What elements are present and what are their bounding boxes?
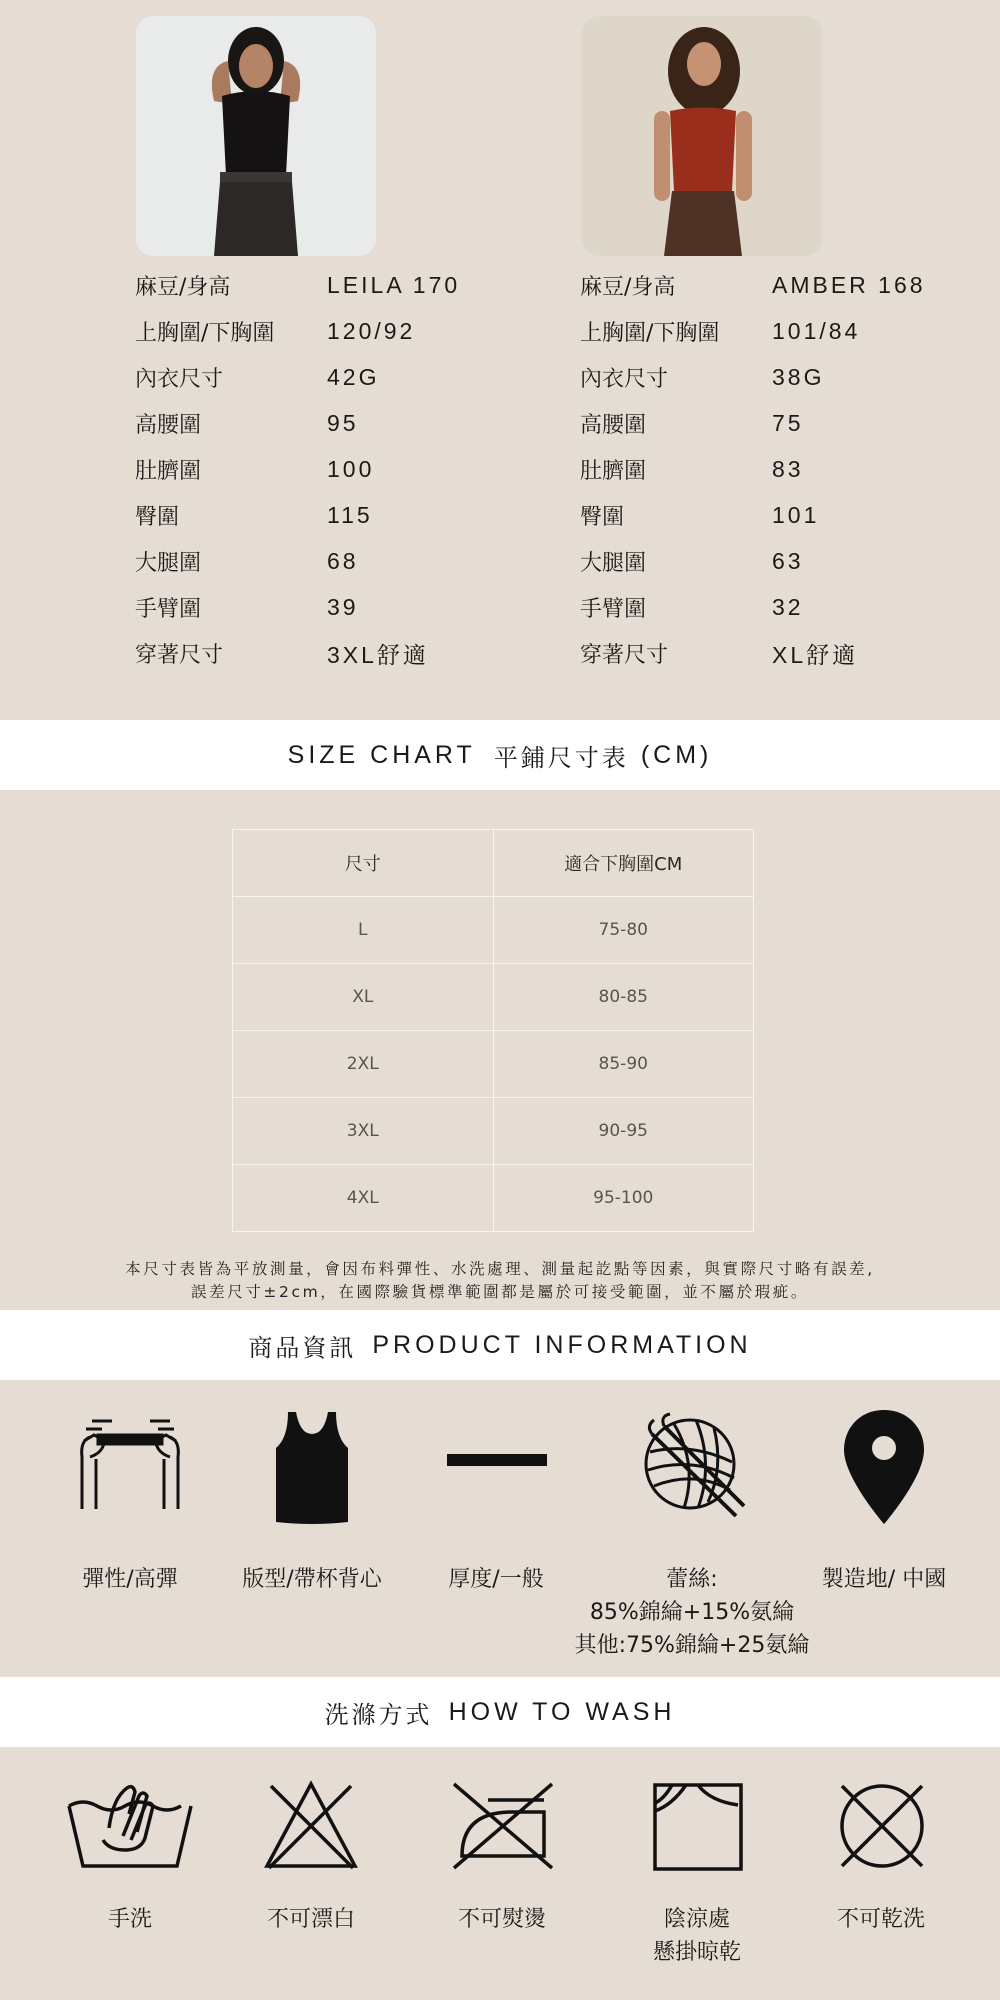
measure-label: 內衣尺寸 xyxy=(580,366,669,392)
table-row xyxy=(233,1165,754,1232)
measure-row xyxy=(135,538,555,584)
size-cell: 4XL xyxy=(233,1165,494,1232)
product-info-caption: 蕾絲: xyxy=(666,1567,718,1592)
product-info-caption: 彈性/高彈 xyxy=(82,1567,178,1592)
wash-title-zh: 洗滌方式 xyxy=(324,1700,433,1729)
measure-label: 上胸圍/下胸圍 xyxy=(580,320,720,346)
measure-label: 臀圍 xyxy=(135,504,180,530)
measure-row xyxy=(580,262,1000,308)
measure-row xyxy=(135,446,555,492)
measure-value: 83 xyxy=(772,455,804,482)
measure-value: LEILA 170 xyxy=(327,271,461,298)
location-pin-icon xyxy=(842,1408,926,1530)
bust-range-cell: 80-85 xyxy=(493,964,754,1031)
measure-label: 肚臍圍 xyxy=(580,458,647,484)
measure-value: 39 xyxy=(327,593,359,620)
measure-label: 大腿圍 xyxy=(135,550,202,576)
product-info-title-zh: 商品資訊 xyxy=(248,1333,357,1362)
measure-value: 3XL舒適 xyxy=(327,641,429,668)
wash-banner xyxy=(0,1677,1000,1747)
measure-label: 高腰圍 xyxy=(580,412,647,438)
size-chart-title-en: SIZE CHART xyxy=(287,740,476,769)
measure-value: 75 xyxy=(772,409,804,436)
size-table-header: 適合下胸圍CM xyxy=(493,830,754,897)
size-note-line: 誤差尺寸±2cm，在國際驗貨標準範圍都是屬於可接受範圍，並不屬於瑕疵。 xyxy=(191,1283,809,1301)
model-photo-amber xyxy=(582,16,822,256)
size-table xyxy=(232,829,754,1232)
line-dry-shade-icon xyxy=(652,1782,744,1876)
measure-label: 肚臍圍 xyxy=(135,458,202,484)
yarn-ball-icon xyxy=(640,1412,750,1528)
table-row xyxy=(233,964,754,1031)
product-info-caption: 版型/帶杯背心 xyxy=(242,1567,382,1592)
bust-range-cell: 85-90 xyxy=(493,1031,754,1098)
measure-row xyxy=(580,308,1000,354)
measure-value: 42G xyxy=(327,363,380,390)
tank-top-icon xyxy=(270,1408,354,1530)
size-cell: 2XL xyxy=(233,1031,494,1098)
measure-label: 麻豆/身高 xyxy=(580,274,676,300)
size-note xyxy=(20,1258,980,1304)
measure-row xyxy=(580,446,1000,492)
measure-label: 大腿圍 xyxy=(580,550,647,576)
measure-label: 上胸圍/下胸圍 xyxy=(135,320,275,346)
measure-label: 高腰圍 xyxy=(135,412,202,438)
measure-value: 115 xyxy=(327,501,373,528)
model-leila-measurements xyxy=(135,262,555,676)
table-row xyxy=(233,897,754,964)
measure-label: 穿著尺寸 xyxy=(580,642,669,668)
hand-wash-icon xyxy=(65,1778,195,1874)
wash-caption: 不可乾洗 xyxy=(836,1907,926,1932)
measure-row xyxy=(135,492,555,538)
measure-row xyxy=(580,400,1000,446)
measure-value: AMBER 168 xyxy=(772,271,926,298)
bust-range-cell: 95-100 xyxy=(493,1165,754,1232)
measure-value: 95 xyxy=(327,409,359,436)
wash-caption: 不可熨燙 xyxy=(457,1907,547,1932)
measure-row xyxy=(135,584,555,630)
measure-row xyxy=(580,630,1000,676)
measure-value: XL舒適 xyxy=(772,641,859,668)
bust-range-cell: 90-95 xyxy=(493,1098,754,1165)
measure-row xyxy=(580,492,1000,538)
size-cell: 3XL xyxy=(233,1098,494,1165)
measure-label: 穿著尺寸 xyxy=(135,642,224,668)
measure-label: 臀圍 xyxy=(580,504,625,530)
measure-label: 麻豆/身高 xyxy=(135,274,231,300)
measure-row xyxy=(135,262,555,308)
product-info-banner xyxy=(0,1310,1000,1380)
measure-label: 內衣尺寸 xyxy=(135,366,224,392)
size-cell: L xyxy=(233,897,494,964)
no-iron-icon xyxy=(450,1780,556,1876)
size-table-header: 尺寸 xyxy=(233,830,494,897)
wash-caption: 懸掛晾乾 xyxy=(652,1940,742,1965)
measure-row xyxy=(580,584,1000,630)
table-row xyxy=(233,1031,754,1098)
measure-value: 68 xyxy=(327,547,359,574)
measure-label: 手臂圍 xyxy=(580,596,647,622)
measure-row xyxy=(135,308,555,354)
size-chart-title-unit: (CM) xyxy=(640,740,713,769)
thickness-line-icon xyxy=(447,1453,547,1472)
measure-value: 100 xyxy=(327,455,375,482)
measure-row xyxy=(580,538,1000,584)
product-info-title-en: PRODUCT INFORMATION xyxy=(372,1330,752,1359)
size-chart-title-zh: 平鋪尺寸表 xyxy=(493,743,629,772)
measure-row xyxy=(580,354,1000,400)
measure-row xyxy=(135,354,555,400)
no-bleach-icon xyxy=(263,1780,359,1876)
measure-row xyxy=(135,630,555,676)
model-photo-leila xyxy=(136,16,376,256)
measure-value: 101/84 xyxy=(772,317,861,344)
wash-caption: 陰涼處 xyxy=(663,1907,731,1932)
measure-value: 120/92 xyxy=(327,317,416,344)
product-info-caption: 製造地/ 中國 xyxy=(821,1567,947,1592)
stretch-icon xyxy=(70,1415,190,1519)
product-info-caption: 厚度/一般 xyxy=(448,1567,544,1592)
measure-row xyxy=(135,400,555,446)
size-note-line: 本尺寸表皆為平放測量，會因布料彈性、水洗處理、測量起訖點等因素，與實際尺寸略有誤差, xyxy=(125,1260,875,1278)
measure-label: 手臂圍 xyxy=(135,596,202,622)
product-info-caption: 85%錦綸+15%氨綸 xyxy=(589,1600,795,1625)
measure-value: 38G xyxy=(772,363,825,390)
size-chart-banner xyxy=(0,720,1000,790)
product-info-caption: 其他:75%錦綸+25氨綸 xyxy=(574,1633,810,1658)
wash-caption: 不可漂白 xyxy=(266,1907,356,1932)
measure-value: 63 xyxy=(772,547,804,574)
measure-value: 32 xyxy=(772,593,804,620)
measure-value: 101 xyxy=(772,501,820,528)
model-amber-measurements xyxy=(580,262,1000,676)
table-row xyxy=(233,1098,754,1165)
size-table-header-row xyxy=(233,830,754,897)
wash-title-en: HOW TO WASH xyxy=(448,1697,676,1726)
size-cell: XL xyxy=(233,964,494,1031)
no-dry-clean-icon xyxy=(836,1780,928,1876)
bust-range-cell: 75-80 xyxy=(493,897,754,964)
wash-caption: 手洗 xyxy=(107,1907,153,1932)
